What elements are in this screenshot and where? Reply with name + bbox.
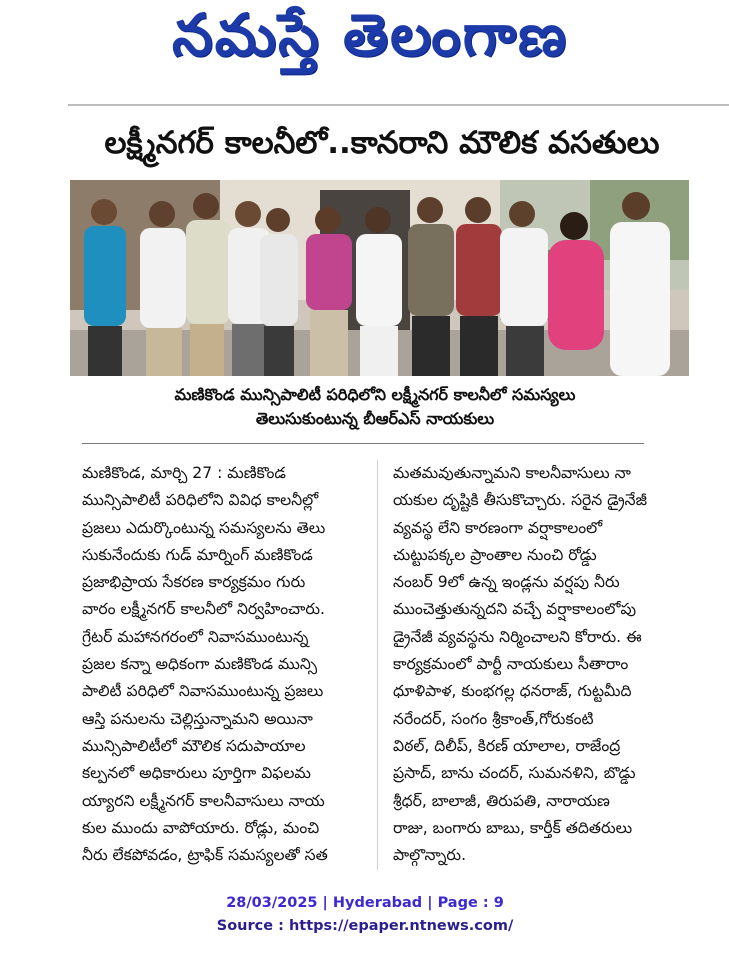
article-column-left [82, 460, 364, 869]
footer-date-page: 28/03/2025 | Hyderabad | Page : 9 [226, 895, 504, 911]
group-photo-image [70, 180, 689, 376]
body-line: ప్రసాద్, బాను చందర్, సుమనళిని, బొడ్డు [393, 764, 636, 783]
body-line: మున్సిపాలిటీలో మౌలిక సదుపాయాల [82, 736, 306, 755]
article-column-right [393, 460, 675, 869]
body-line: ముంచెత్తుతున్నదని వచ్చే వర్షాకాలంలోపు [393, 600, 637, 619]
body-line: ధూళిపాళ, కుంభగల్ల ధనరాజ్, గుట్టమీది [393, 682, 632, 701]
footer-source-link[interactable]: Source : https://epaper.ntnews.com/ [216, 918, 514, 934]
body-line: విఠల్, దిలీప్, కిరణ్ యాలాల, రాజేంద్ర [393, 736, 621, 755]
caption-line: మణికొండ మున్సిపాలిటీ పరిధిలోని లక్ష్మీనగర్ కాలనీలో సమస్యలు [174, 385, 576, 404]
body-line: య్యారని లక్ష్మీనగర్ కాలనీవాసులు నాయ [82, 791, 325, 810]
column-divider [377, 460, 378, 870]
body-line: మతమవుతున్నామని కాలనీవాసులు నా [393, 464, 631, 482]
body-line: రాజు, బంగారు బాబు, కార్తీక్ తదితరులు [393, 818, 633, 837]
body-line: సుకునేందుకు గుడ్ మార్నింగ్ మణికొండ [82, 545, 313, 564]
body-line: నంబర్ 9లో ఉన్న ఇండ్లను వర్షపు నీరు [393, 573, 620, 592]
body-line: వ్యవస్థ లేని కారణంగా వర్షాకాలంలో [393, 518, 603, 537]
body-line: శ్రీధర్, బాలాజీ, తిరుపతి, నారాయణ [393, 791, 610, 810]
body-line: కుల ముందు వాపోయారు. రోడ్లు, మంచి [82, 818, 320, 837]
body-line: మున్సిపాలిటీ పరిధిలోని వివిధ కాలనీల్లో [82, 491, 319, 510]
masthead-title: నమస్తే తెలంగాణ [172, 0, 568, 69]
body-line: యకుల దృష్టికి తీసుకొచ్చారు. సరైన డ్రైనేజీ [393, 491, 647, 510]
photo-caption [110, 383, 640, 431]
newspaper-masthead [160, 2, 580, 82]
body-line: కార్యక్రమంలో పార్టీ నాయకులు సీతారాం [393, 655, 629, 674]
masthead-divider [68, 104, 729, 106]
body-line: గ్రేటర్ మహానగరంలో నివాసముంటున్న [82, 627, 309, 646]
article-headline: లక్ష్మీనగర్ కాలనీలో..కానరాని మౌలిక వసతులు [104, 124, 660, 161]
body-line: వారం లక్ష్మీనగర్ కాలనీలో నిర్వహించారు. [82, 600, 325, 619]
body-line: ప్రజల కన్నా అధికంగా మణికొండ మున్సి [82, 655, 318, 674]
body-line: చుట్టుపక్కల ప్రాంతాల నుంచి రోడ్డు [393, 545, 597, 564]
caption-divider [82, 443, 644, 444]
body-line: ప్రజలు ఎదుర్కొంటున్న సమస్యలను తెలు [82, 518, 326, 537]
body-line: కల్పనలో అధికారులు పూర్తిగా విఫలమ [82, 764, 311, 783]
body-line: డ్రైనేజీ వ్యవస్థను నిర్మించాలని కోరారు. ఈ [393, 627, 642, 646]
body-line: ఆస్తి పనులను చెల్లిస్తున్నామని అయినా [82, 709, 313, 728]
body-line: మణికొండ, మార్చి 27 : మణికొండ [82, 464, 286, 482]
body-line: పాలిటీ పరిధిలో నివాసముంటున్న ప్రజలు [82, 682, 324, 701]
body-line: పాల్గొన్నారు. [393, 846, 467, 865]
article-photo [70, 180, 689, 376]
body-line: నరేందర్, సంగం శ్రీకాంత్,గోరుకంటి [393, 709, 594, 728]
caption-line: తెలుసుకుంటున్న బీఆర్ఎస్ నాయకులు [255, 409, 495, 428]
body-line: నీరు లేకపోవడం, ట్రాఫిక్ సమస్యలతో సత [82, 846, 328, 865]
body-line: ప్రజాభిప్రాయ సేకరణ కార్యక్రమం గురు [82, 573, 306, 592]
